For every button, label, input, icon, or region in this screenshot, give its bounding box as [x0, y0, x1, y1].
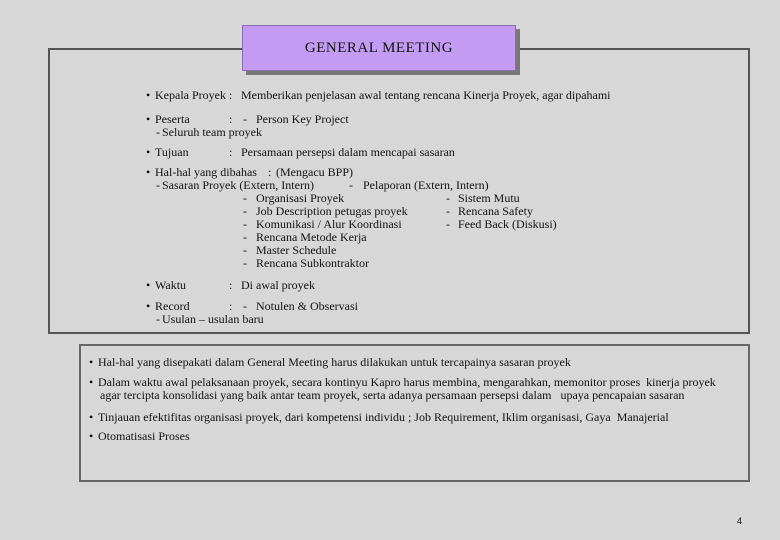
dash: - — [243, 299, 247, 313]
bullet: • — [146, 278, 151, 292]
bullet: • — [146, 88, 151, 102]
dash: - — [446, 204, 450, 218]
colon: : — [268, 165, 272, 179]
note-item-continuation: agar tercipta konsolidasi yang baik antar team proyek, serta adanya persamaan persepsi dalam upaya pencapaian sasaran — [100, 388, 685, 402]
bullet: • — [146, 299, 151, 313]
hal-left-item: Komunikasi / Alur Koordinasi — [256, 217, 402, 231]
page-number: 4 — [737, 516, 743, 526]
hal-right-item: Rencana Safety — [458, 204, 533, 218]
peserta-item: Seluruh team proyek — [162, 125, 262, 139]
record-item: Usulan – usulan baru — [162, 312, 264, 326]
label-peserta: Peserta — [155, 112, 190, 126]
bullet: • — [89, 429, 94, 443]
bullet: • — [146, 145, 151, 159]
dash: - — [243, 191, 247, 205]
text-waktu: Di awal proyek — [241, 278, 315, 292]
hal-left-item: Sasaran Proyek (Extern, Intern) — [162, 178, 314, 192]
label-waktu: Waktu — [155, 278, 187, 292]
bullet: • — [146, 165, 151, 179]
hal-left-item: Job Description petugas proyek — [256, 204, 408, 218]
bullet: • — [89, 375, 94, 389]
dash: - — [243, 256, 247, 270]
hal-right-item: Sistem Mutu — [458, 191, 520, 205]
hal-left-item: Master Schedule — [256, 243, 337, 257]
hal-right-item: Pelaporan (Extern, Intern) — [363, 178, 489, 192]
dash: - — [446, 217, 450, 231]
colon: : — [229, 299, 233, 313]
text-tujuan: Persamaan persepsi dalam mencapai sasaran — [241, 145, 455, 159]
page-title-text: GENERAL MEETING — [304, 39, 454, 56]
label-hal-hal: Hal-hal yang dibahas — [155, 165, 257, 179]
peserta-item: Person Key Project — [256, 112, 349, 126]
hal-left-item: Rencana Metode Kerja — [256, 230, 367, 244]
label-tujuan: Tujuan — [155, 145, 189, 159]
note-item: Dalam waktu awal pelaksanaan proyek, secara kontinyu Kapro harus membina, mengarahkan, memonitor proses kinerja proyek — [98, 375, 716, 389]
note-item: Hal-hal yang disepakati dalam General Meeting harus dilakukan untuk tercapainya sasaran proyek — [98, 355, 571, 369]
text-kepala-proyek: Memberikan penjelasan awal tentang rencana Kinerja Proyek, agar dipahami — [241, 88, 611, 102]
label-record: Record — [155, 299, 190, 313]
hal-left-item: Organisasi Proyek — [256, 191, 345, 205]
dash: - — [243, 230, 247, 244]
dash: - — [243, 217, 247, 231]
text-hal-hal: (Mengacu BPP) — [276, 165, 353, 179]
label-kepala-proyek: Kepala Proyek — [155, 88, 226, 102]
dash: - — [156, 312, 160, 326]
dash: - — [243, 204, 247, 218]
hal-left-item: Rencana Subkontraktor — [256, 256, 369, 270]
dash: - — [243, 243, 247, 257]
note-item: Tinjauan efektifitas organisasi proyek, dari kompetensi individu ; Job Requirement, Iklim organisasi, Gaya Manajerial — [98, 410, 669, 424]
bullet: • — [146, 112, 151, 126]
colon: : — [229, 145, 233, 159]
dash: - — [156, 125, 160, 139]
bullet: • — [89, 355, 94, 369]
dash: - — [349, 178, 353, 192]
note-item: Otomatisasi Proses — [98, 429, 190, 443]
hal-right-item: Feed Back (Diskusi) — [458, 217, 557, 231]
colon: : — [229, 278, 233, 292]
dash: - — [446, 191, 450, 205]
colon: : — [229, 88, 233, 102]
dash: - — [156, 178, 160, 192]
page-title — [242, 25, 516, 71]
colon: : — [229, 112, 233, 126]
bullet: • — [89, 410, 94, 424]
record-item: Notulen & Observasi — [256, 299, 358, 313]
dash: - — [243, 112, 247, 126]
